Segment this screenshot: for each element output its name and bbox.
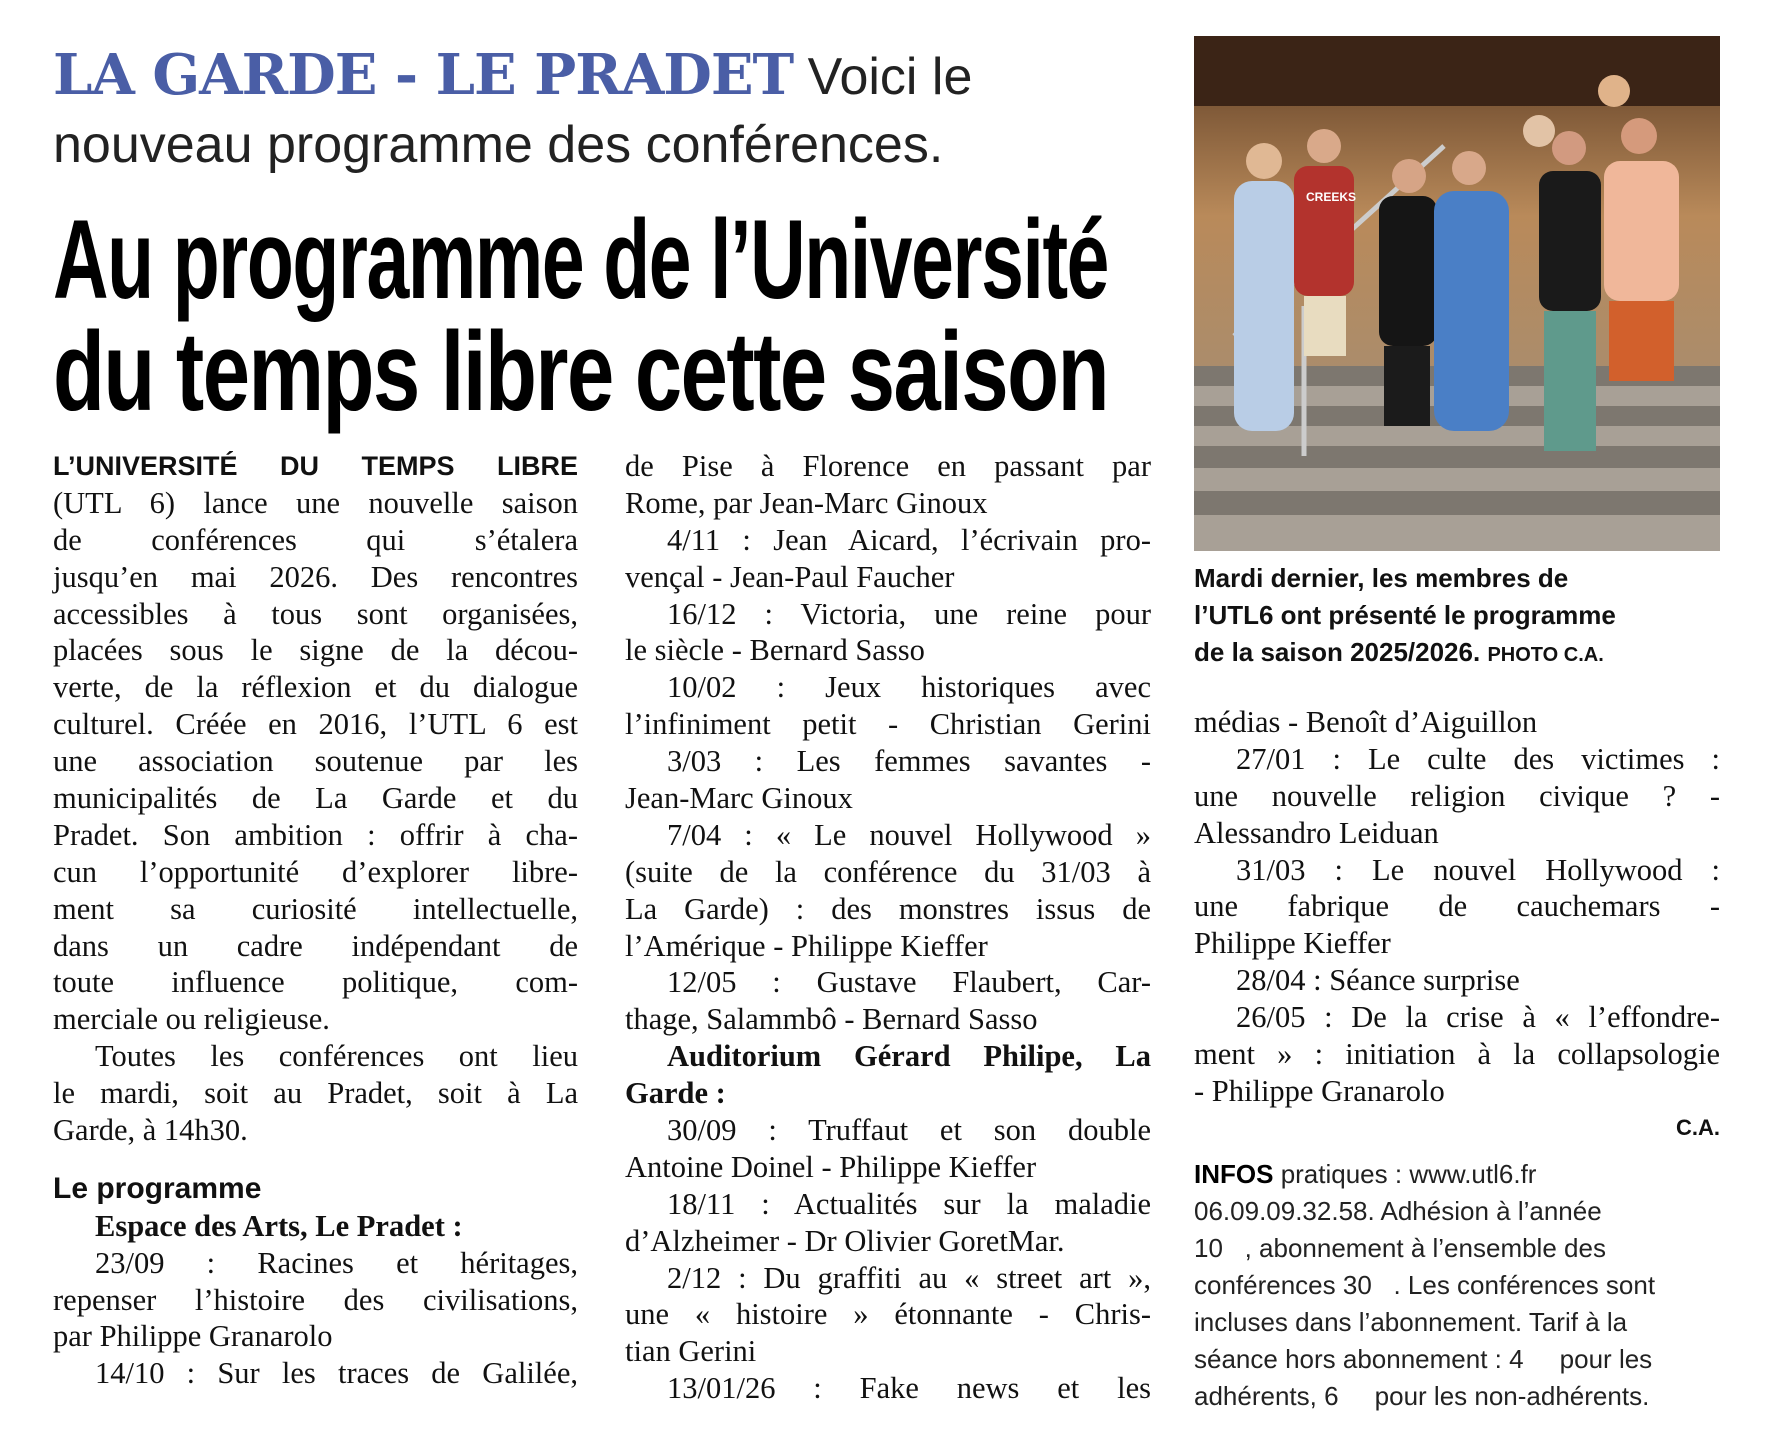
article-line: vençal - Jean-Paul Faucher (625, 559, 955, 594)
article-line: toute influence politique, com- (53, 965, 578, 1000)
article-line: C.A. (1676, 1114, 1720, 1140)
article-line: 18/11 : Actualités sur la maladie (667, 1186, 1151, 1221)
article-column-3 (1194, 704, 1720, 1147)
article-line: repenser l’histoire des civilisations, (53, 1282, 578, 1317)
article-line: 30/09 : Truffaut et son double (667, 1113, 1151, 1148)
article-line: merciale ou religieuse. (53, 1002, 330, 1037)
venue-heading: Auditorium Gérard Philipe, La (667, 1039, 1151, 1074)
article-line: 16/12 : Victoria, une reine pour (667, 596, 1151, 631)
article-line: 2/12 : Du graffiti au « street art », (667, 1260, 1151, 1295)
article-line: cun l’opportunité d’explorer libre- (53, 854, 578, 889)
article-line: 3/03 : Les femmes savantes - (667, 744, 1151, 779)
infos-label: INFOS (1194, 1159, 1274, 1189)
article-line: 4/11 : Jean Aicard, l’écrivain pro- (667, 522, 1151, 557)
caption-line: de la saison 2025/2026. (1194, 637, 1481, 667)
location-label: LA GARDE - LE PRADET (53, 42, 794, 108)
article-line: La Garde) : des monstres issus de (625, 891, 1151, 926)
article-line: ment sa curiosité intellectuelle, (53, 891, 578, 926)
article-line: une association soutenue par les (53, 744, 578, 779)
group-photo (1194, 36, 1720, 551)
article-line: culturel. Créée en 2016, l’UTL 6 est (53, 707, 578, 742)
article-line: 23/09 : Racines et héritages, (95, 1245, 578, 1280)
article-line: 13/01/26 : Fake news et les (667, 1371, 1151, 1406)
article-line: Toutes les conférences ont lieu (95, 1039, 578, 1074)
article-line: l’infiniment petit - Christian Gerini (625, 707, 1151, 742)
article-line: une « histoire » étonnante - Chris- (625, 1297, 1151, 1332)
article-line: jusqu’en mai 2026. Des rencontres (53, 559, 578, 594)
article-line: 7/04 : « Le nouvel Hollywood » (667, 817, 1151, 852)
article-line: Garde, à 14h30. (53, 1113, 248, 1148)
article-line: 27/01 : Le culte des victimes : (1236, 741, 1720, 776)
article-line: placées sous le signe de la décou- (53, 633, 578, 668)
article-line: 12/05 : Gustave Flaubert, Car- (667, 965, 1151, 1000)
article-line: par Philippe Granarolo (53, 1319, 333, 1354)
article-line: l’Amérique - Philippe Kieffer (625, 928, 988, 963)
article-line: Philippe Kieffer (1194, 926, 1391, 961)
article-line: 14/10 : Sur les traces de Galilée, (95, 1356, 578, 1391)
article-line: L’UNIVERSITÉ DU TEMPS LIBRE (53, 451, 578, 481)
article-line: (suite de la conférence du 31/03 à (625, 854, 1151, 889)
caption-line: Mardi dernier, les membres de (1194, 563, 1569, 593)
venue-heading: Garde : (625, 1076, 726, 1111)
article-line: accessibles à tous sont organisées, (53, 596, 578, 631)
article-line: thage, Salammbô - Bernard Sasso (625, 1002, 1038, 1037)
shirt-text: CREEKS (1306, 190, 1357, 204)
article-line: Rome, par Jean-Marc Ginoux (625, 485, 988, 520)
kicker-text-1: Voici le (807, 48, 973, 106)
article-line: Jean-Marc Ginoux (625, 781, 853, 816)
article-line: une fabrique de cauchemars - (1194, 889, 1720, 924)
article-line: d’Alzheimer - Dr Olivier GoretMar. (625, 1223, 1065, 1258)
article-line: médias - Benoît d’Aiguillon (1194, 705, 1538, 739)
venue-heading: Espace des Arts, Le Pradet : (95, 1208, 463, 1243)
article-line: ment » : initiation à la collapsologie (1194, 1037, 1720, 1072)
infos-line: pratiques : www.utl6.fr (1280, 1159, 1537, 1189)
article-line: le siècle - Bernard Sasso (625, 633, 925, 668)
article-line: de Pise à Florence en passant par (625, 449, 1151, 483)
headline-line-2: du temps libre cette saison (53, 309, 1108, 434)
article-line: Antoine Doinel - Philippe Kieffer (625, 1149, 1037, 1184)
caption-line: l’UTL6 ont présenté le programme (1194, 600, 1616, 630)
infos-line: 06.09.09.32.58. Adhésion à l’année (1194, 1196, 1602, 1226)
section-heading: Le programme (53, 1171, 262, 1205)
article-line: tian Gerini (625, 1334, 757, 1369)
article-line: 31/03 : Le nouvel Hollywood : (1236, 852, 1720, 887)
infos-line: séance hors abonnement : 4 pour les (1194, 1344, 1653, 1374)
infos-line: adhérents, 6 pour les non-adhérents. (1194, 1381, 1650, 1411)
practical-info (1194, 1156, 1724, 1415)
article-line: 26/05 : De la crise à « l’effondre- (1236, 1000, 1720, 1035)
group-photo-image (1194, 36, 1720, 551)
article-line: (UTL 6) lance une nouvelle saison (53, 485, 578, 520)
kicker-text-2: nouveau programme des conférences. (53, 116, 944, 174)
article-line: une nouvelle religion civique ? - (1194, 778, 1720, 813)
infos-line: conférences 30 . Les conférences sont (1194, 1270, 1656, 1300)
article-line: le mardi, soit au Pradet, soit à La (53, 1076, 578, 1111)
article-line: de conférences qui s’étalera (53, 522, 578, 557)
article-column-2 (625, 448, 1151, 1407)
article-line: 28/04 : Séance surprise (1236, 963, 1520, 998)
article-line: Pradet. Son ambition : offrir à cha- (53, 817, 578, 852)
article-line: Alessandro Leiduan (1194, 815, 1439, 850)
photo-credit: PHOTO C.A. (1487, 644, 1604, 666)
article-line: 10/02 : Jeux historiques avec (667, 670, 1151, 705)
article-line: - Philippe Granarolo (1194, 1073, 1445, 1108)
article-line: municipalités de La Garde et du (53, 781, 578, 816)
headline-line-1: Au programme de l’Université (53, 197, 1109, 322)
article-column-1 (53, 448, 578, 1392)
kicker (53, 40, 1153, 180)
infos-line: 10 , abonnement à l’ensemble des (1194, 1233, 1606, 1263)
article-line: dans un cadre indépendant de (53, 928, 578, 963)
infos-line: incluses dans l’abonnement. Tarif à la (1194, 1307, 1628, 1337)
photo-caption (1194, 560, 1724, 674)
article-line: verte, de la réflexion et du dialogue (53, 670, 578, 705)
